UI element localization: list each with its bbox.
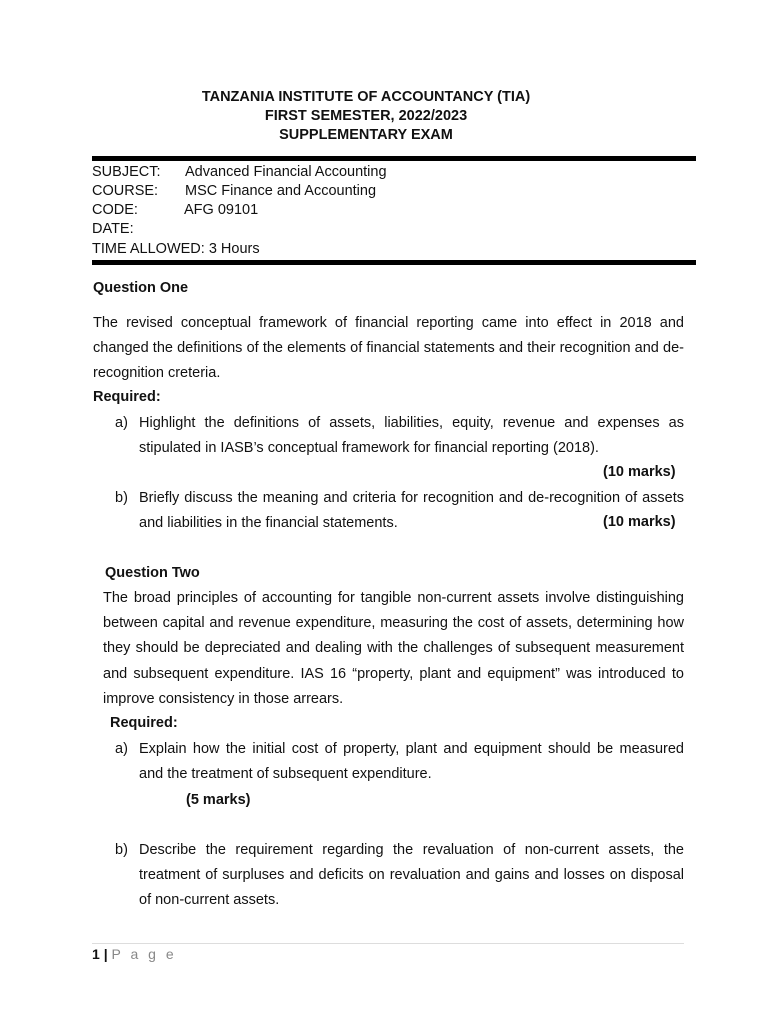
header-top-rule [92,156,696,161]
question-one-item-b [115,486,684,536]
item-text: Explain how the initial cost of property, plant and equipment should be measured and the treatment of subsequent expenditure. [139,741,684,783]
subject-value: Advanced Financial Accounting [185,164,387,180]
question-two-item-a [115,737,684,787]
date-label: DATE: [92,221,134,237]
item-text: Describe the requirement regarding the revaluation of non-current assets, the treatment of surpluses and deficits on revaluation and gains and losses on disposal of non-current assets. [139,842,684,909]
question-two-required: Required: [110,715,178,731]
course-label: COURSE: [92,183,159,199]
code-row [92,202,258,218]
item-text: Briefly discuss the meaning and criteria for recognition and de-recognition of assets and liabilities in the financial statements. [139,490,684,532]
page-footer [92,946,177,962]
exam-type-title: SUPPLEMENTARY EXAM [279,127,453,143]
question-one-item-a-marks: (10 marks) [603,464,676,480]
question-two-intro: The broad principles of accounting for tangible non-current assets involve distinguishing between capital and revenue expenditure, measuring the cost of assets, determining how they should be depreciated and dealing with the challenges of subsequent measurement and subsequent expenditure. IAS 16 “property, plant and equipment” was introduced to improve consistency in those arrears. [103,590,684,707]
question-one-item-b-marks: (10 marks) [603,514,676,530]
footer-rule [92,943,684,944]
page-number: 1 [92,946,100,962]
question-one-heading: Question One [93,280,189,296]
question-one-intro: The revised conceptual framework of financial reporting came into effect in 2018 and changed the definitions of the elements of financial statements and their recognition and de-recognition creteria. [93,315,684,382]
header-bottom-rule [92,260,696,265]
course-row [92,183,376,199]
code-label: CODE: [92,202,138,218]
item-tag: b) [115,842,128,858]
item-tag: a) [115,741,128,757]
footer-separator: | [103,946,108,962]
item-text: Highlight the definitions of assets, liabilities, equity, revenue and expenses as stipulated in IASB’s conceptual framework for financial reporting (2018). [139,415,684,457]
code-value: AFG 09101 [184,202,259,218]
item-tag: b) [115,490,128,506]
date-row [92,221,134,237]
question-two-heading: Question Two [105,565,200,581]
page-label: P a g e [111,946,177,962]
subject-label: SUBJECT: [92,164,161,180]
institution-title: TANZANIA INSTITUTE OF ACCOUNTANCY (TIA) [201,89,531,105]
question-one-item-a [115,411,684,461]
question-two-item-a-marks: (5 marks) [186,792,251,808]
semester-title: FIRST SEMESTER, 2022/2023 [264,108,468,124]
subject-row [92,164,387,180]
question-two-item-b [115,838,684,914]
course-value: MSC Finance and Accounting [185,183,377,199]
question-one-required: Required: [93,389,161,405]
item-tag: a) [115,415,128,431]
time-allowed: TIME ALLOWED: 3 Hours [92,241,260,257]
